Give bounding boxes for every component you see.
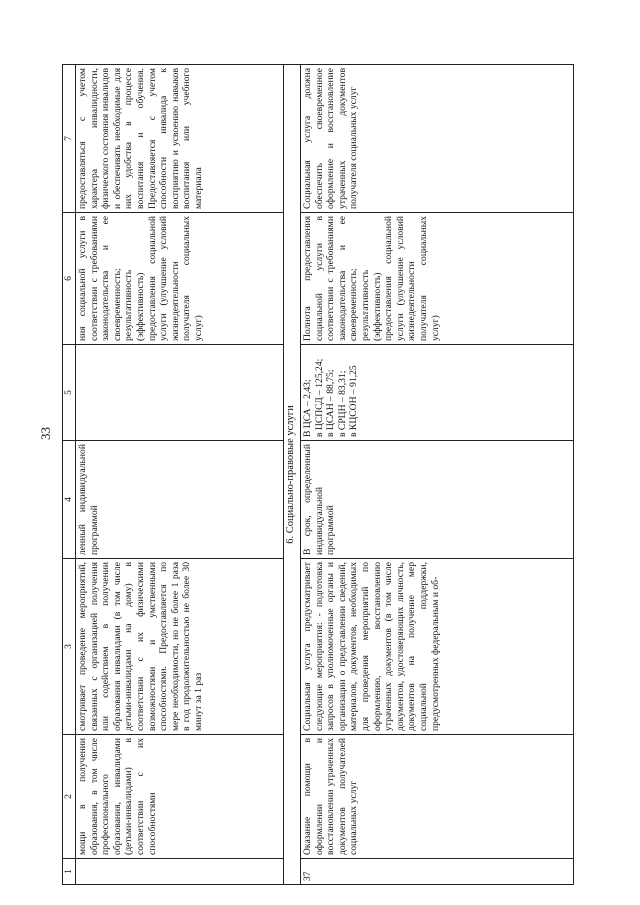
cell-timing: ленный индивидуальной программой xyxy=(76,441,284,559)
cell-service-name: мощи в получении образования, в том числе профессионального образования, инвалидами (детьми-инвалидами) в соответствии с их способностями xyxy=(76,735,284,859)
header-cell-1: 1 xyxy=(63,859,76,885)
cell-timing: В срок, определенный индивидуальной программой xyxy=(301,441,574,559)
table-row-continued xyxy=(76,65,284,885)
cell-service-description: Социальная услуга предусматривает следующие мероприятия: - подготовка запросов в уполномоченные органы и организации о представлении сведений, материалов, документов, необходимых для проведения мероприятий по оформлению, восстановлению утраченных документов (в том числе документов, удостоверяющих личность, документов на получение мер социальной поддержки, предусмотренных федеральным и об- xyxy=(301,559,574,735)
price-line: в КЦСОН – 91,25 xyxy=(348,365,360,437)
section-title: 6. Социально-правовые услуги xyxy=(284,65,301,885)
header-cell-7: 7 xyxy=(63,65,76,213)
rotated-page-content xyxy=(62,65,607,885)
header-cell-2: 2 xyxy=(63,735,76,859)
services-table xyxy=(62,64,574,885)
cell-conditions: предоставляться с учетом характера инвалидности, физического состояния инвалидов и обеспечивать необходимые для них удобства в процессе воспитания и обучения. Предоставляется с учетом способности инвалида к восприятию и усвоению навыков воспитания или учебного материала xyxy=(76,65,284,213)
section-row xyxy=(284,65,301,885)
price-line: в ЦСПСД – 125,24; xyxy=(313,358,325,437)
header-cell-4: 4 xyxy=(63,441,76,559)
price-line: в СРЦН – 83,31; xyxy=(336,370,348,437)
price-line: В ЦСА – 2,43; xyxy=(302,379,313,437)
cell-service-name: Оказание помощи в оформлении и восстановлении утраченных документов получателей социальных услуг xyxy=(301,735,574,859)
cell-quality-indicators: ния социальной услуги в соответствии с требованиями законодательства и ее своевременность; результативность (эффективность) предоставления социальной услуги (улучшение условий жизнедеятельности получателя социальных услуг) xyxy=(76,213,284,345)
cell-price xyxy=(76,345,284,441)
header-row xyxy=(63,65,76,885)
price-line: в ЦСАН – 88,75; xyxy=(325,369,337,437)
cell-price xyxy=(301,345,574,441)
cell-conditions: Социальная услуга должна обеспечить своевременное оформление и восстановление утраченных документов получателя социальных услуг xyxy=(301,65,574,213)
header-cell-3: 3 xyxy=(63,559,76,735)
header-cell-5: 5 xyxy=(63,345,76,441)
header-cell-6: 6 xyxy=(63,213,76,345)
cell-num xyxy=(76,859,284,885)
cell-service-description: смотривает проведение мероприятий, связанных с организацией получения или содействием в получении образования инвалидами (в том числе детьми-инвалидами на дому) в соответствии с их физическими возможностями и умственными способностями. Предоставляется по мере необходимости, но не более 1 раза в год продолжительностью не более 30 минут за 1 раз xyxy=(76,559,284,735)
cell-quality-indicators: Полнота предоставления социальной услуги в соответствии с требованиями законодательства и ее своевременность; результативность (эффективность) предоставления социальной услуги (улучшение условий жизнедеятельности получателя социальных услуг) xyxy=(301,213,574,345)
page-number: 33 xyxy=(38,427,53,440)
cell-num: 37 xyxy=(301,859,574,885)
table-row-37 xyxy=(301,65,574,885)
